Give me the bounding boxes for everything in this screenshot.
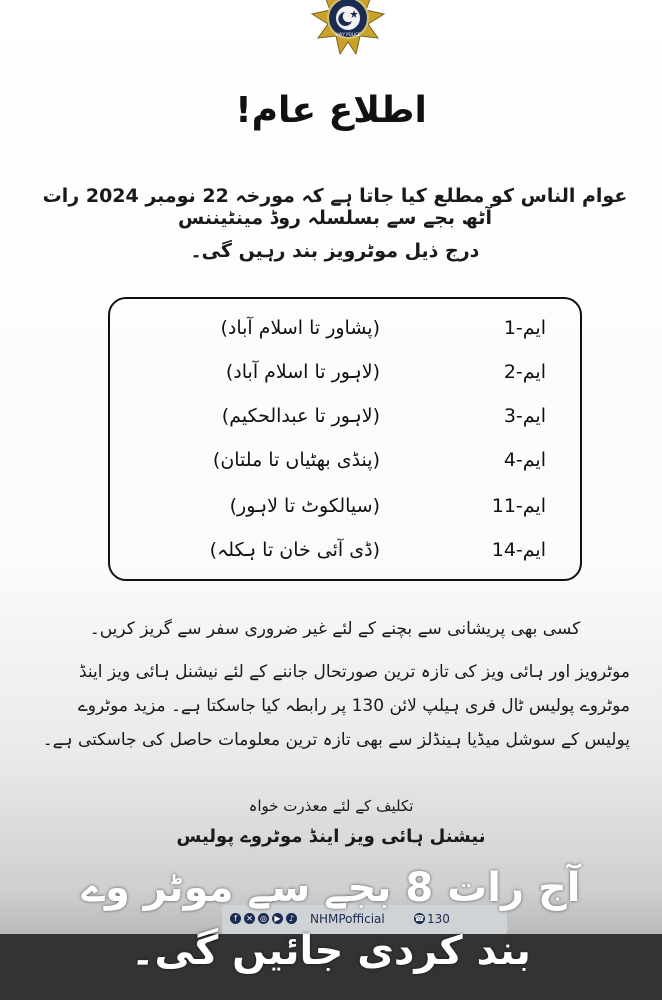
- signature-apology: تکلیف کے لئے معذرت خواہ: [248, 797, 414, 815]
- youtube-icon[interactable]: ▶: [272, 913, 283, 924]
- social-handle[interactable]: NHMPofficial: [310, 912, 385, 926]
- motorway-route: (لاہور تا اسلام آباد): [225, 361, 380, 383]
- motorway-closure-list: [108, 297, 582, 581]
- motorway-code: ایم-14: [491, 539, 546, 561]
- motorway-row: [110, 357, 580, 397]
- motorway-row: [110, 535, 580, 575]
- instagram-icon[interactable]: ◎: [258, 913, 269, 924]
- helpline-number[interactable]: 130: [427, 912, 450, 926]
- motorway-row: [110, 401, 580, 441]
- motorway-code: ایم-4: [503, 449, 546, 471]
- motorway-code: ایم-1: [503, 317, 546, 339]
- phone-icon: ☎: [414, 914, 425, 923]
- motorway-code: ایم-3: [503, 405, 546, 427]
- motorway-code: ایم-2: [503, 361, 546, 383]
- motorway-route: (سیالکوٹ تا لاہور): [229, 495, 380, 517]
- notice-title: اطلاع عام!: [235, 90, 427, 131]
- motorway-police-badge-icon: [308, 0, 388, 56]
- facebook-icon[interactable]: f: [230, 913, 241, 924]
- tiktok-icon[interactable]: ♪: [286, 913, 297, 924]
- advisory-line1: کسی بھی پریشانی سے بچنے کے لئے غیر ضروری سفر سے گریز کریں۔: [89, 619, 581, 639]
- motorway-row: [110, 313, 580, 353]
- motorway-route: (پشاور تا اسلام آباد): [220, 317, 380, 339]
- signature-organization: نیشنل ہائی ویز اینڈ موٹروے پولیس: [176, 826, 486, 847]
- notice-intro-line2: درج ذیل موٹرویز بند رہیں گی۔: [190, 240, 480, 262]
- twitter-icon[interactable]: ✕: [244, 913, 255, 924]
- motorway-row: [110, 491, 580, 531]
- motorway-route: (پنڈی بھٹیاں تا ملتان): [212, 449, 380, 471]
- caption-line2: بند کردی جائیں گی۔: [131, 928, 531, 974]
- svg-text:HWY POLICE: HWY POLICE: [335, 32, 361, 37]
- advisory-line2: موٹرویز اور ہائی ویز کی تازہ ترین صورتحال جاننے کے لئے نیشنل ہائی ویز اینڈ موٹروے پولیس ٹال فری ہیلپ لائن 130 پر رابطہ کیا جاسکتا ہے۔ مزید موٹروے پولیس کے سوشل میڈیا ہینڈلز سے بھی تازہ ترین معلومات حاصل کی جاسکتی ہے۔: [42, 662, 630, 750]
- motorway-route: (ڈی آئی خان تا ہکلہ): [209, 539, 380, 561]
- motorway-code: ایم-11: [491, 495, 546, 517]
- caption-line1: آج رات 8 بجے سے موٹر وے: [81, 865, 581, 911]
- motorway-row: [110, 445, 580, 485]
- notice-intro-line1: عوام الناس کو مطلع کیا جاتا ہے کہ مورخہ 22 نومبر 2024 رات آٹھ بجے سے بسلسلہ روڈ مینٹیننس: [42, 185, 628, 229]
- motorway-route: (لاہور تا عبدالحکیم): [221, 405, 380, 427]
